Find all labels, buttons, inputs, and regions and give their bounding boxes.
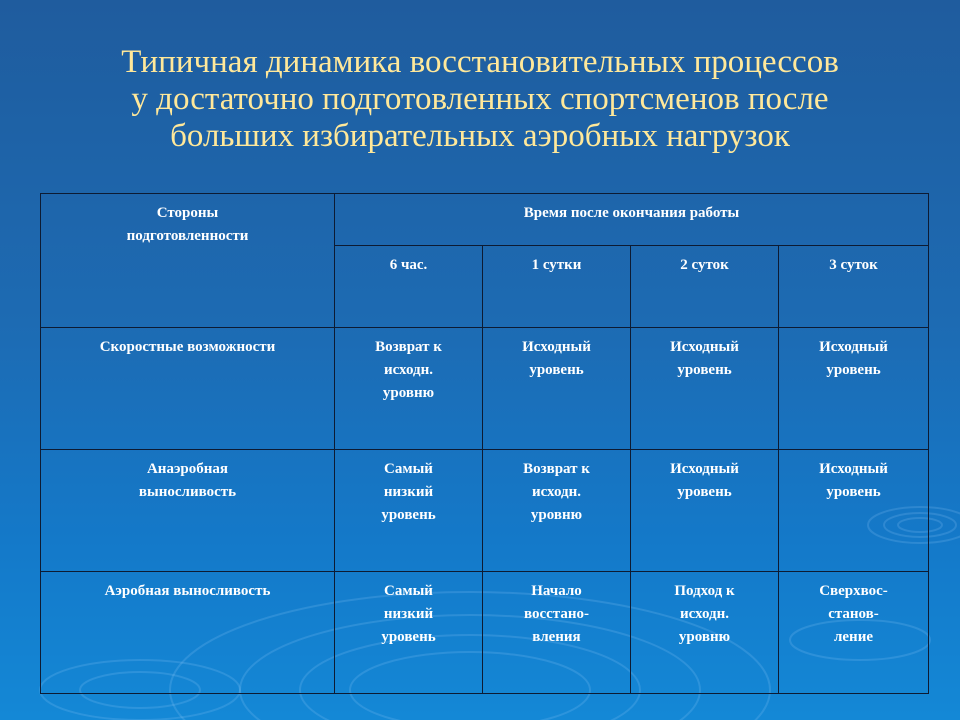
cell-line: низкий	[383, 606, 434, 622]
recovery-dynamics-table	[40, 193, 929, 694]
cell-line: исходн.	[679, 606, 730, 622]
cell-line: исходн.	[531, 484, 582, 500]
cell-line: низкий	[383, 484, 434, 500]
cell-line: уровню	[678, 629, 731, 645]
table-cell	[631, 328, 779, 450]
table-cell	[779, 450, 929, 572]
cell-line: восстано-	[523, 606, 589, 622]
cell-line: Начало	[531, 583, 582, 599]
header-sides-of-preparedness	[41, 194, 335, 328]
row-aspect-speed	[41, 328, 335, 450]
table-cell	[631, 572, 779, 694]
cell-line: Аэробная выносливость	[104, 583, 271, 599]
cell-line: Возврат к	[523, 461, 590, 477]
table-cell	[483, 450, 631, 572]
row-aspect-aerobic-endurance	[41, 572, 335, 694]
cell-line: Исходный	[522, 339, 591, 355]
cell-line: исходн.	[383, 362, 434, 378]
header-cell-line: подготовленности	[126, 228, 249, 244]
cell-line: Возврат к	[375, 339, 442, 355]
table-row	[41, 450, 929, 572]
cell-line: Исходный	[819, 339, 888, 355]
cell-line: Сверхвос-	[819, 583, 888, 599]
slide-title-line: больших избирательных аэробных нагрузок	[170, 118, 790, 154]
slide-title-line: Типичная динамика восстановительных процессов	[121, 44, 839, 80]
cell-line: Самый	[384, 461, 433, 477]
cell-line: уровень	[826, 362, 881, 378]
cell-line: уровню	[530, 507, 583, 523]
header-period-2-days: 2 суток	[631, 246, 779, 328]
table-cell	[483, 572, 631, 694]
cell-line: вления	[532, 629, 581, 645]
cell-line: Анаэробная	[146, 461, 229, 477]
cell-line: уровень	[677, 484, 732, 500]
table-cell	[483, 328, 631, 450]
cell-line: уровень	[529, 362, 584, 378]
slide-title	[40, 44, 920, 155]
table-cell	[779, 572, 929, 694]
cell-line: Скоростные возможности	[99, 339, 276, 355]
header-period-3-days: 3 суток	[779, 246, 929, 328]
cell-line: Самый	[384, 583, 433, 599]
cell-line: Исходный	[670, 461, 739, 477]
table-cell	[779, 328, 929, 450]
table-row	[41, 572, 929, 694]
cell-line: выносливость	[138, 484, 237, 500]
cell-line: Подход к	[674, 583, 735, 599]
header-time-after-work: Время после окончания работы	[335, 194, 929, 246]
table-header-row	[41, 194, 929, 246]
table-row	[41, 328, 929, 450]
cell-line: уровень	[826, 484, 881, 500]
header-period-6-hours: 6 час.	[335, 246, 483, 328]
cell-line: Исходный	[819, 461, 888, 477]
cell-line: станов-	[828, 606, 879, 622]
cell-line: уровень	[381, 629, 436, 645]
table-cell	[335, 328, 483, 450]
header-cell-line: Стороны	[156, 205, 219, 221]
slide-title-line: у достаточно подготовленных спортсменов после	[131, 81, 829, 117]
table-cell	[631, 450, 779, 572]
cell-line: ление	[833, 629, 874, 645]
cell-line: уровню	[382, 385, 435, 401]
row-aspect-anaerobic-endurance	[41, 450, 335, 572]
table-cell	[335, 450, 483, 572]
cell-line: Исходный	[670, 339, 739, 355]
header-period-1-day: 1 сутки	[483, 246, 631, 328]
table-cell	[335, 572, 483, 694]
cell-line: уровень	[677, 362, 732, 378]
cell-line: уровень	[381, 507, 436, 523]
